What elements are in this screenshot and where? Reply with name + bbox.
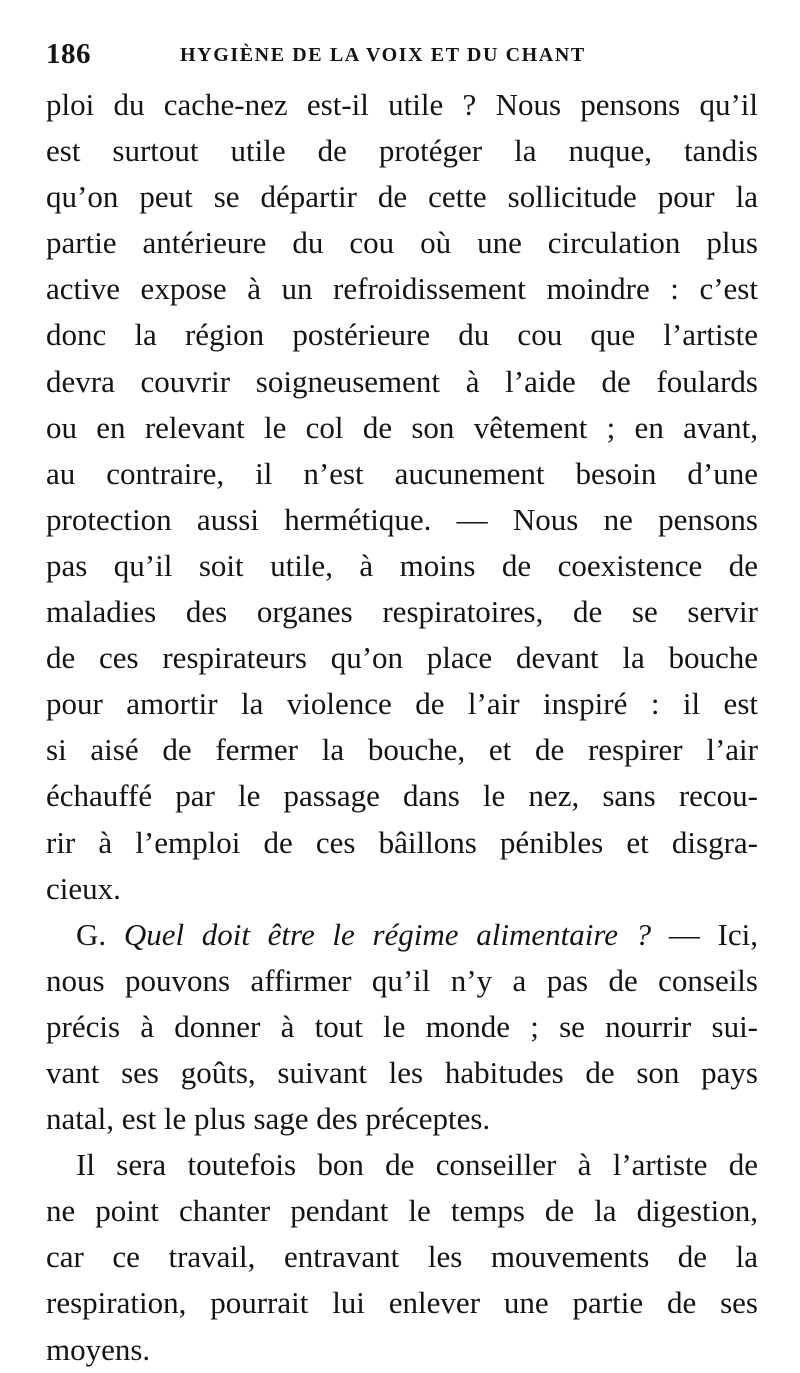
text-line: maladies des organes respiratoires, de se servir: [46, 594, 758, 630]
question-line-rest: — Ici,: [651, 916, 758, 952]
text-line: car ce travail, entravant les mouvements de la: [46, 1239, 758, 1275]
text-line: pour amortir la violence de l’air inspiré : il est: [46, 686, 758, 722]
text-line: respiration, pourrait lui enlever une partie de ses: [46, 1285, 758, 1321]
page-header: [46, 38, 756, 78]
text-line: échauffé par le passage dans le nez, sans recou-: [46, 778, 758, 814]
body-text: [46, 82, 758, 1373]
text-line: est surtout utile de protéger la nuque, tandis: [46, 133, 758, 169]
text-line: moyens.: [46, 1331, 151, 1367]
text-line: vant ses goûts, suivant les habitudes de son pays: [46, 1054, 758, 1090]
text-line: si aisé de fermer la bouche, et de respirer l’air: [46, 732, 758, 768]
running-head: HYGIÈNE DE LA VOIX ET DU CHANT: [180, 44, 586, 66]
text-line: Il sera toutefois bon de conseiller à l’artiste de: [76, 1147, 758, 1183]
text-line: au contraire, il n’est aucunement besoin d’une: [46, 455, 758, 491]
text-line: ou en relevant le col de son vêtement ; en avant,: [46, 409, 758, 445]
text-line: cieux.: [46, 870, 121, 906]
text-line: donc la région postérieure du cou que l’artiste: [46, 317, 758, 353]
text-line: rir à l’emploi de ces bâillons pénibles et disgra-: [46, 824, 758, 860]
text-line: natal, est le plus sage des préceptes.: [46, 1101, 491, 1137]
page-number: 186: [46, 38, 91, 70]
section-label: G.: [76, 916, 107, 952]
text-line: de ces respirateurs qu’on place devant la bouche: [46, 640, 758, 676]
text-line: active expose à un refroidissement moindre : c’est: [46, 271, 758, 307]
text-line: précis à donner à tout le monde ; se nourrir sui-: [46, 1008, 758, 1044]
text-line: devra couvrir soigneusement à l’aide de foulards: [46, 363, 758, 399]
text-line: nous pouvons affirmer qu’il n’y a pas de conseils: [46, 962, 758, 998]
text-line: pas qu’il soit utile, à moins de coexistence de: [46, 547, 758, 583]
text-line: partie antérieure du cou où une circulation plus: [46, 225, 758, 261]
text-line: protection aussi hermétique. — Nous ne pensons: [46, 501, 758, 537]
question-line: [46, 912, 758, 958]
text-line: qu’on peut se départir de cette sollicitude pour la: [46, 179, 758, 215]
text-line: ne point chanter pendant le temps de la digestion,: [46, 1193, 758, 1229]
text-line: ploi du cache-nez est-il utile ? Nous pensons qu’il: [46, 87, 758, 122]
section-question: Quel doit être le régime alimentaire ?: [123, 916, 652, 952]
